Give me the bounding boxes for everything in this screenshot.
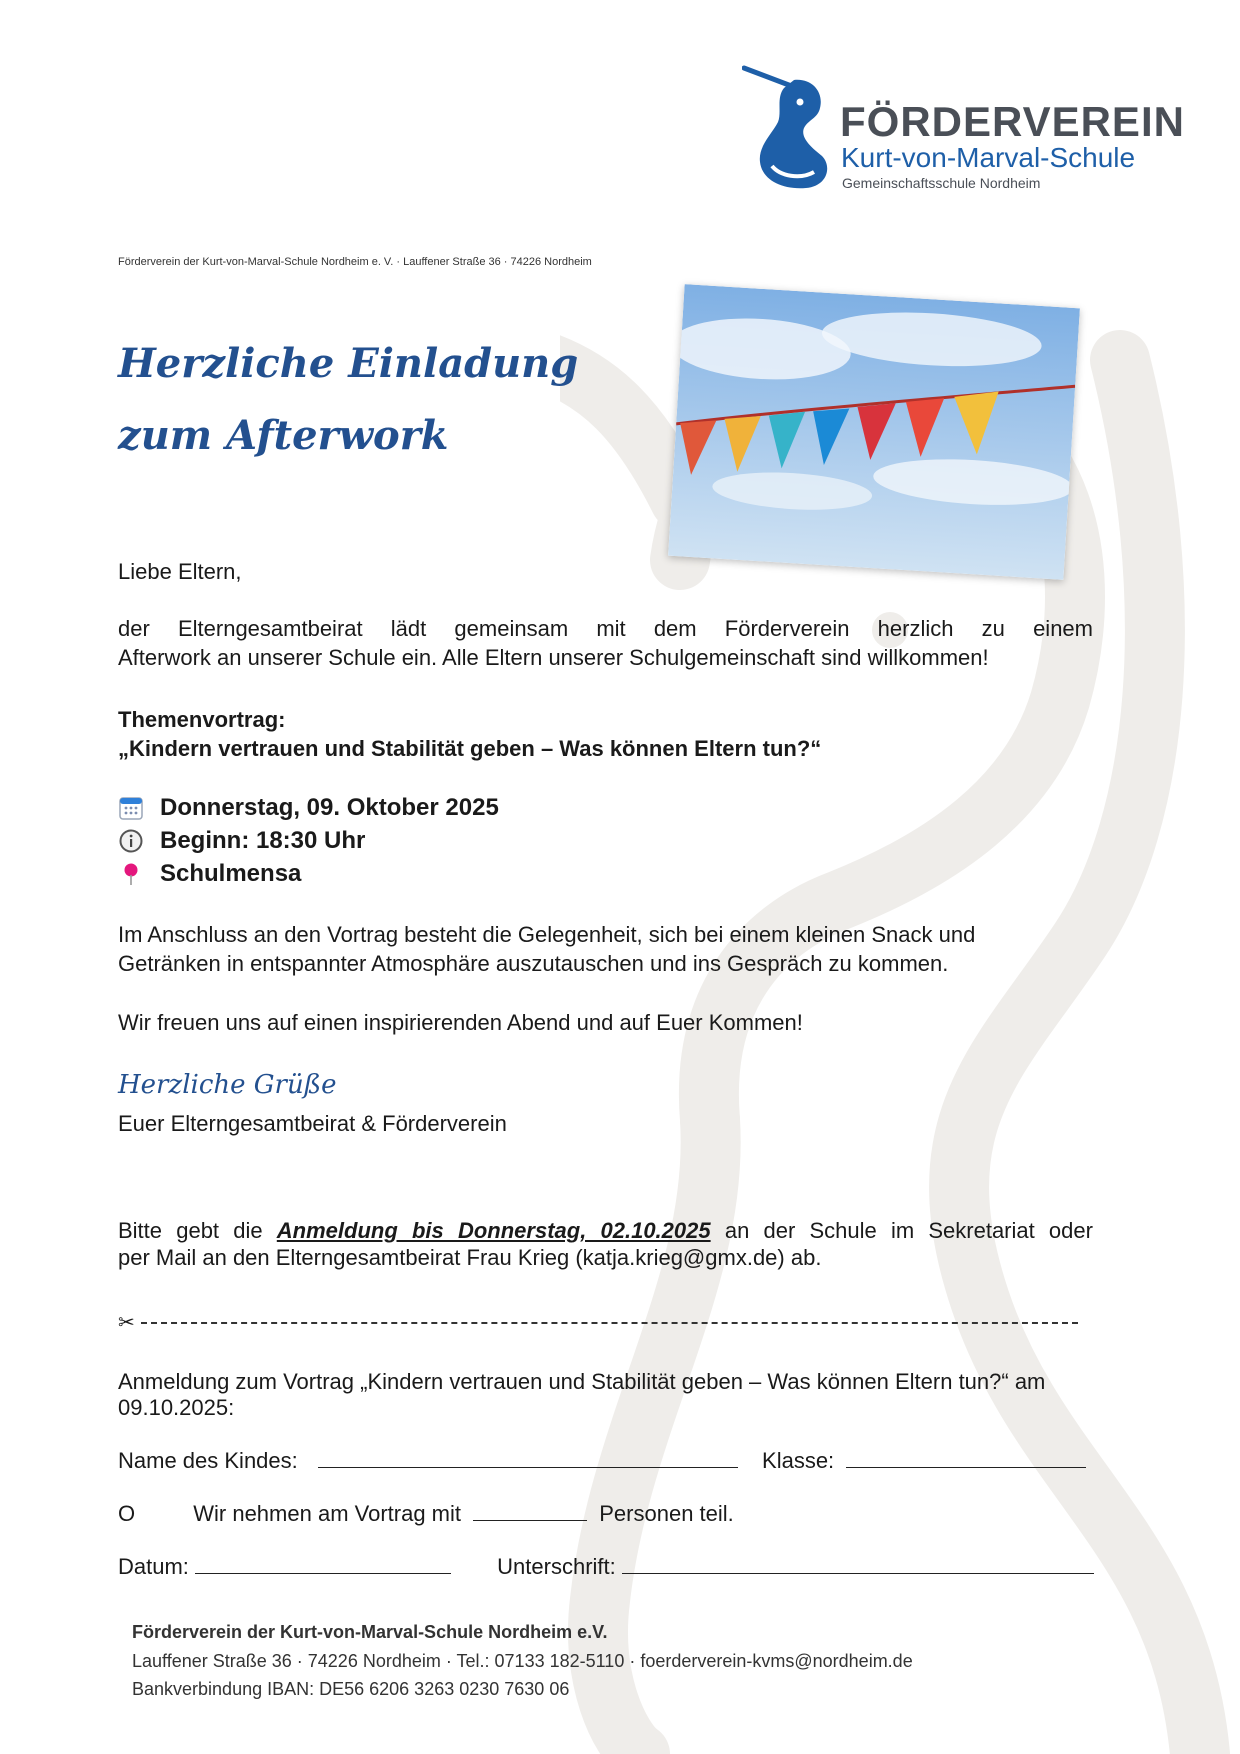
attend-post-text: Personen teil. xyxy=(599,1501,734,1526)
bunting-photo xyxy=(668,284,1080,580)
closing-sentence: Wir freuen uns auf einen inspirierenden Abend und auf Euer Kommen! xyxy=(118,1010,803,1035)
logo-school-name: Kurt-von-Marval-Schule xyxy=(841,142,1136,173)
unicorn-logo-icon xyxy=(742,62,832,192)
headline-line-2: zum Afterwork xyxy=(118,412,449,459)
attend-pre-text: Wir nehmen am Vortrag mit xyxy=(193,1501,461,1526)
signature-label: Unterschrift: xyxy=(497,1554,616,1579)
detail-place xyxy=(118,860,301,888)
child-name-field[interactable] xyxy=(318,1447,738,1468)
scissors-icon: ✂ xyxy=(118,1312,135,1334)
sender-line: Förderverein der Kurt-von-Marval-Schule Nordheim e. V. · Lauffener Straße 36 · 74226 Nordheim xyxy=(118,256,592,268)
attend-row xyxy=(118,1500,734,1527)
intro-line-1: der Elterngesamtbeirat lädt gemeinsam mit dem Förderverein herzlich zu einem xyxy=(118,616,1093,641)
detail-date xyxy=(118,794,499,822)
salutation: Liebe Eltern, xyxy=(118,559,242,584)
signature-field[interactable] xyxy=(622,1553,1094,1574)
child-name-label: Name des Kindes: xyxy=(118,1448,298,1473)
date-text: Donnerstag, 09. Oktober 2025 xyxy=(160,794,499,821)
clock-icon xyxy=(118,828,144,854)
talk-title: „Kindern vertrauen und Stabilität geben – Was können Eltern tun?“ xyxy=(118,736,822,761)
logo-title: FÖRDERVEREIN xyxy=(840,98,1185,145)
headline-line-1: Herzliche Einladung xyxy=(118,340,579,387)
registration-line-1 xyxy=(118,1216,1093,1245)
registration-line-2: per Mail an den Elterngesamtbeirat Frau Krieg (katja.krieg@gmx.de) ab. xyxy=(118,1245,822,1270)
signature: Euer Elterngesamtbeirat & Förderverein xyxy=(118,1111,507,1136)
talk-label: Themenvortrag: xyxy=(118,707,286,732)
footer-org: Förderverein der Kurt-von-Marval-Schule Nordheim e.V. xyxy=(132,1622,608,1642)
registration-deadline: Anmeldung bis Donnerstag, 02.10.2025 xyxy=(276,1218,711,1243)
footer-contact: Lauffener Straße 36 · 74226 Nordheim · Tel.: 07133 182-5110 · foerderverein-kvms@nordheim.de xyxy=(132,1651,913,1671)
date-field[interactable] xyxy=(195,1553,451,1574)
after-talk-line-2: Getränken in entspannter Atmosphäre auszutauschen und ins Gespräch zu kommen. xyxy=(118,951,949,976)
logo-subtitle: Gemeinschaftsschule Nordheim xyxy=(842,175,1041,191)
registration-pre: Bitte gebt die xyxy=(118,1218,263,1243)
detail-time xyxy=(118,827,365,855)
class-field[interactable] xyxy=(846,1447,1086,1468)
after-talk-line-1: Im Anschluss an den Vortrag besteht die Gelegenheit, sich bei einem kleinen Snack und xyxy=(118,922,976,947)
attend-checkbox[interactable]: O xyxy=(118,1501,136,1526)
pin-icon xyxy=(118,861,144,887)
footer-bank: Bankverbindung IBAN: DE56 6206 3263 0230 7630 06 xyxy=(132,1679,570,1699)
greeting: Herzliche Grüße xyxy=(118,1070,337,1100)
class-label: Klasse: xyxy=(762,1448,835,1473)
cut-line xyxy=(118,1310,1078,1335)
place-text: Schulmensa xyxy=(160,860,302,887)
form-title-line-2: 09.10.2025: xyxy=(118,1395,235,1420)
form-title-line-1: Anmeldung zum Vortrag „Kindern vertrauen und Stabilität geben – Was können Eltern tun?“ am xyxy=(118,1369,1046,1394)
date-signature-row xyxy=(118,1553,1094,1580)
date-label: Datum: xyxy=(118,1554,189,1579)
time-text: Beginn: 18:30 Uhr xyxy=(160,827,366,854)
persons-count-field[interactable] xyxy=(473,1500,587,1521)
registration-post: an der Schule im Sekretariat oder xyxy=(724,1218,1093,1243)
dashed-separator xyxy=(141,1322,1078,1324)
intro-line-2: Afterwork an unserer Schule ein. Alle Eltern unserer Schulgemeinschaft sind willkommen! xyxy=(118,645,989,670)
child-name-row xyxy=(118,1447,1086,1474)
calendar-icon xyxy=(118,795,144,821)
